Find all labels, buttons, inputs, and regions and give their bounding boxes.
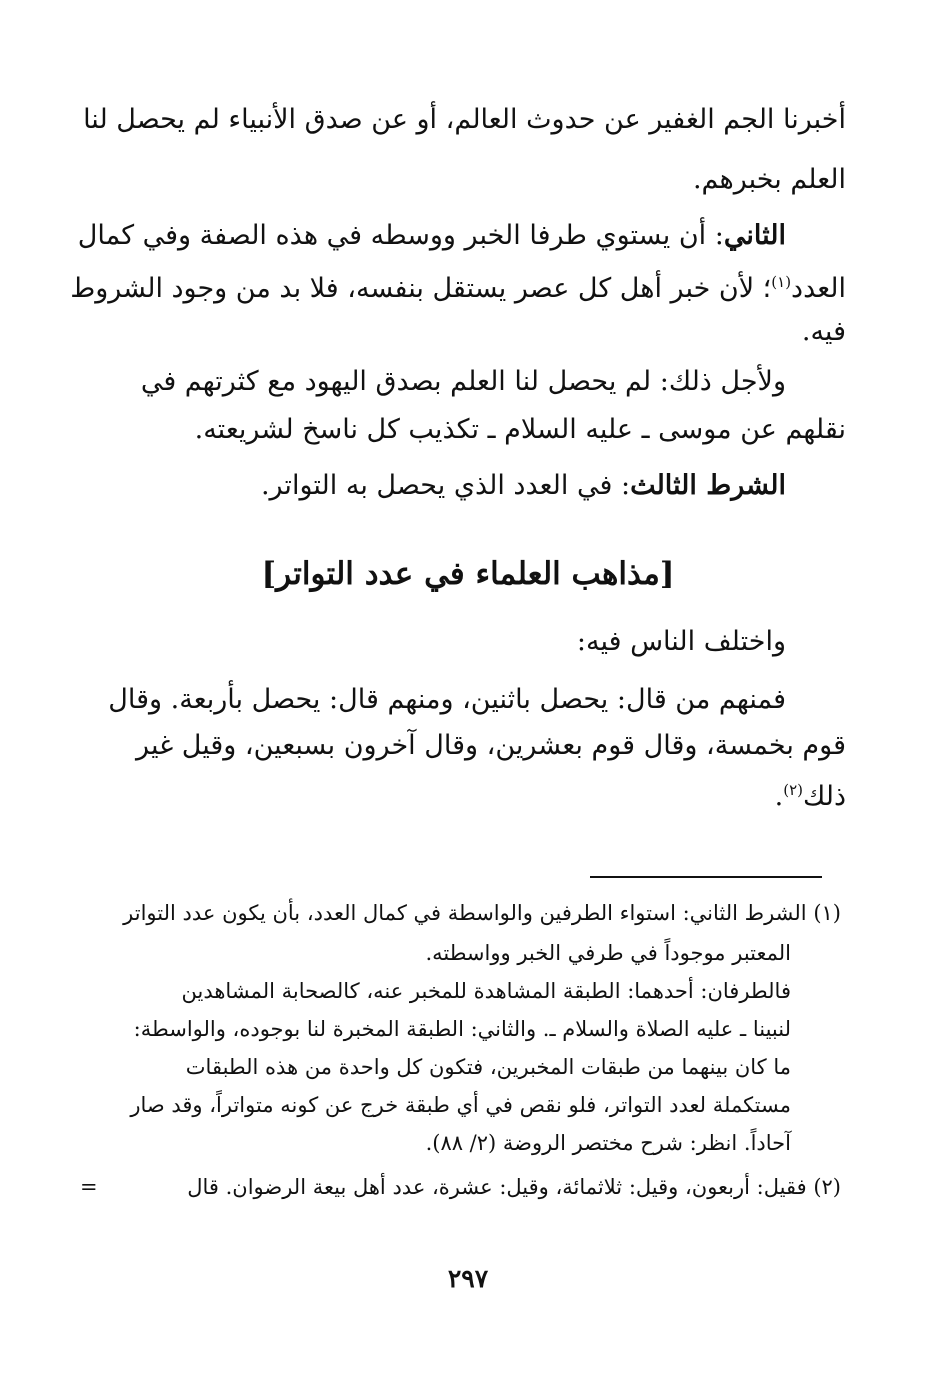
text-line: [108, 680, 786, 720]
text-span: أخبرنا الجم الغفير عن حدوث العالم، أو عن صدق الأنبياء لم يحصل لنا: [83, 104, 846, 135]
paragraph-lead: الثاني: [723, 220, 786, 251]
footnote-line: (٢) فقيل: أربعون، وقيل: ثلاثمائة، وقيل: عشرة، عدد أهل بيعة الرضوان. قال: [187, 1175, 841, 1199]
text-line: [136, 726, 846, 766]
text-span: ؛ لأن خبر أهل كل عصر يستقل بنفسه، فلا بد من وجود الشروط: [70, 273, 772, 304]
text-span: فمنهم من قال: يحصل باثنين، ومنهم قال: يحصل بأربعة. وقال: [108, 684, 786, 715]
text-span: العلم بخبرهم.: [692, 164, 846, 195]
text-line: [261, 466, 786, 506]
text-span: : أن يستوي طرفا الخبر ووسطه في هذه الصفة وفي كمال: [77, 220, 724, 251]
text-span: نقلهم عن موسى ـ عليه السلام ـ تكذيب كل ناسخ لشريعته.: [194, 414, 846, 445]
footnote-line: فالطرفان: أحدهما: الطبقة المشاهدة للمخبر عنه، كالصحابة المشاهدين: [181, 979, 791, 1003]
footnote-line: آحاداً. انظر: شرح مختصر الروضة (٢/ ٨٨).: [425, 1131, 791, 1155]
footnote-line: (١) الشرط الثاني: استواء الطرفين والواسطة في كمال العدد، بأن يكون عدد التواتر: [123, 901, 841, 925]
continuation-mark: =: [80, 1175, 98, 1199]
text-span: العدد: [791, 273, 846, 304]
text-span: ولأجل ذلك: لم يحصل لنا العلم بصدق اليهود مع كثرتهم في: [140, 366, 786, 397]
footnote-line: لنبينا ـ عليه الصلاة والسلام ـ. والثاني: الطبقة المخبرة لنا بوجوده، والواسطة:: [133, 1017, 791, 1041]
text-line: [577, 622, 786, 662]
text-span: واختلف الناس فيه:: [576, 626, 786, 657]
text-span: : في العدد الذي يحصل به التواتر.: [260, 470, 631, 501]
text-line: [70, 262, 846, 309]
text-span: .: [774, 781, 784, 812]
text-line: [693, 160, 846, 200]
text-span: فيه.: [801, 316, 846, 347]
footnote-separator: [590, 876, 822, 878]
text-span: قوم بخمسة، وقال قوم بعشرين، وقال آخرون بسبعين، وقيل غير: [136, 730, 846, 761]
section-heading: [مذاهب العلماء في عدد التواتر]: [261, 556, 675, 592]
footnote-line: المعتبر موجوداً في طرفي الخبر وواسطته.: [425, 941, 791, 965]
text-line: [195, 410, 846, 450]
text-line: [141, 362, 786, 402]
paragraph-lead: الشرط الثالث: [630, 470, 786, 501]
footnote-line: ما كان بينهما من طبقات المخبرين، فتكون كل واحدة من هذه الطبقات: [185, 1055, 791, 1079]
footnote-ref[interactable]: (٢): [783, 781, 803, 799]
text-line: [78, 216, 786, 256]
text-line: [775, 770, 846, 817]
text-line: [83, 100, 846, 140]
text-line: [802, 312, 846, 352]
footnote-line: مستكملة لعدد التواتر، فلو نقص في أي طبقة خرج عن كونه متواتراً، وقد صار: [130, 1093, 791, 1117]
footnote-ref[interactable]: (١): [771, 273, 792, 291]
text-span: ذلك: [802, 781, 846, 812]
page-number: ٢٩٧: [447, 1264, 489, 1293]
